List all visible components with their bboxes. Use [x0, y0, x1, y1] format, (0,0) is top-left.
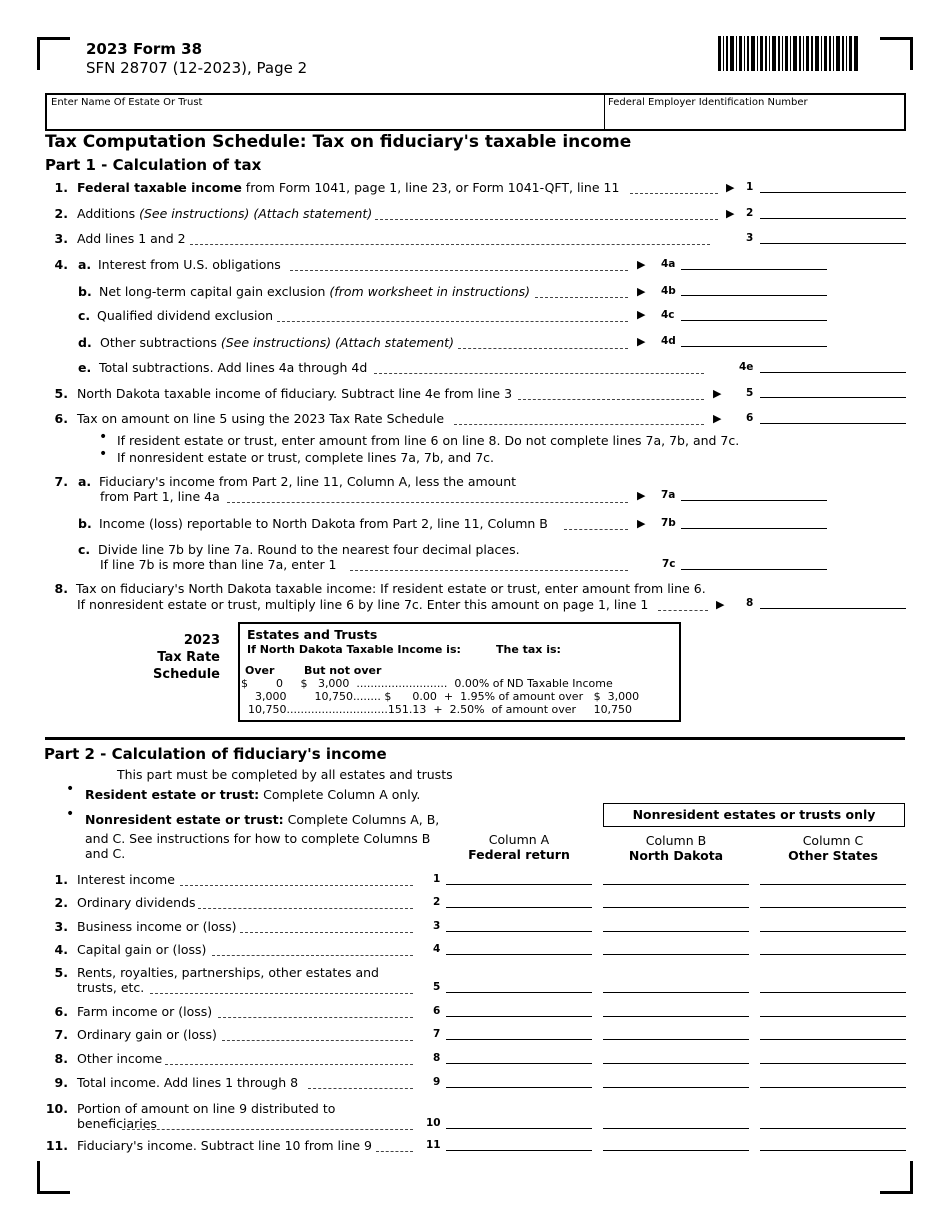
- line4a-letter: a.: [78, 257, 92, 272]
- part2-line-column-a-input[interactable]: [446, 1128, 592, 1129]
- line7a-letter: a.: [78, 474, 92, 489]
- part2-line-box-label: 10: [426, 1117, 441, 1129]
- line4d-label: Other subtractions (See instructions) (Attach statement): [100, 335, 454, 350]
- form-subtitle: SFN 28707 (12-2023), Page 2: [86, 59, 308, 77]
- line4a-label: Interest from U.S. obligations: [98, 257, 281, 272]
- line7c-box-label: 7c: [662, 558, 676, 570]
- line8-label-2: If nonresident estate or trust, multiply line 6 by line 7c. Enter this amount on page 1, line 1: [77, 597, 649, 612]
- line4b-label: Net long-term capital gain exclusion (from worksheet in instructions): [99, 284, 531, 299]
- line4c-label: Qualified dividend exclusion: [97, 308, 274, 323]
- part2-line-box-label: 4: [433, 943, 441, 955]
- line1-number: 1.: [54, 180, 68, 195]
- part2-line-label: Rents, royalties, partnerships, other estates and: [77, 965, 379, 980]
- line4b-input[interactable]: [681, 295, 827, 296]
- part2-line-box-label: 11: [426, 1139, 441, 1151]
- part2-line-label: Capital gain or (loss): [77, 942, 207, 957]
- part2-line-label: Ordinary dividends: [77, 895, 196, 910]
- part2-line-column-c-input[interactable]: [760, 1150, 906, 1151]
- line4e-letter: e.: [78, 360, 92, 375]
- part2-line-box-label: 6: [433, 1005, 441, 1017]
- bullet-icon: •: [99, 429, 108, 445]
- line7b-box-label: 7b: [661, 517, 676, 529]
- part2-line-column-c-input[interactable]: [760, 1016, 906, 1017]
- line4c-letter: c.: [78, 308, 91, 323]
- bullet-icon: •: [66, 806, 75, 822]
- line5-arrow-icon: ▶: [713, 387, 722, 400]
- part2-line-label: Other income: [77, 1051, 163, 1066]
- line8-box-label: 8: [746, 597, 754, 609]
- line4a-arrow-icon: ▶: [637, 258, 646, 271]
- form-title: 2023 Form 38: [86, 40, 203, 58]
- part2-line-column-b-input[interactable]: [603, 931, 749, 932]
- part2-line-column-c-input[interactable]: [760, 1087, 906, 1088]
- part2-bullet-resident: Resident estate or trust: Complete Column A only.: [85, 787, 421, 802]
- part2-line-box-label: 7: [433, 1028, 441, 1040]
- line7a-input[interactable]: [681, 500, 827, 501]
- part2-line-column-b-input[interactable]: [603, 1016, 749, 1017]
- line8-number: 8.: [54, 581, 68, 596]
- part2-line-column-a-input[interactable]: [446, 1087, 592, 1088]
- part2-line-column-b-input[interactable]: [603, 907, 749, 908]
- part2-line-label: Interest income: [77, 872, 175, 887]
- part2-line-number: 3.: [54, 919, 68, 934]
- part2-line-number: 6.: [54, 1004, 68, 1019]
- line6-number: 6.: [54, 411, 68, 426]
- line7a-label: Fiduciary's income from Part 2, line 11, Column A, less the amount: [99, 474, 517, 489]
- part2-line-column-c-input[interactable]: [760, 907, 906, 908]
- rate-schedule-row: $ 0 $ 3,000 .......................... 0.00% of ND Taxable Income: [241, 677, 613, 690]
- rate-schedule-title: Estates and Trusts: [247, 627, 378, 642]
- part2-line-column-a-input[interactable]: [446, 992, 592, 993]
- rate-schedule-not-over-label: But not over: [304, 664, 382, 677]
- line7c-label: Divide line 7b by line 7a. Round to the nearest four decimal places.: [98, 542, 520, 557]
- part2-line-number: 5.: [54, 965, 68, 980]
- line7a-label-2: from Part 1, line 4a: [100, 489, 220, 504]
- line1-label: Federal taxable income from Form 1041, page 1, line 23, or Form 1041-QFT, line 11: [77, 180, 620, 195]
- line4b-arrow-icon: ▶: [637, 285, 646, 298]
- part2-line-box-label: 1: [433, 873, 441, 885]
- line4c-input[interactable]: [681, 320, 827, 321]
- line7a-arrow-icon: ▶: [637, 489, 646, 502]
- line7b-letter: b.: [78, 516, 92, 531]
- part2-line-column-a-input[interactable]: [446, 907, 592, 908]
- part2-bullet-nonresident-3: and C.: [85, 846, 126, 861]
- bullet-nonresident-text: If nonresident estate or trust, complete lines 7a, 7b, and 7c.: [117, 450, 495, 465]
- line2-number: 2.: [54, 206, 68, 221]
- line5-number: 5.: [54, 386, 68, 401]
- part2-line-column-c-input[interactable]: [760, 992, 906, 993]
- schedule-title: Tax Computation Schedule: Tax on fiduciary's taxable income: [45, 132, 632, 152]
- part2-line-number: 11.: [45, 1138, 68, 1153]
- part2-line-column-b-input[interactable]: [603, 1039, 749, 1040]
- part2-line-column-c-input[interactable]: [760, 884, 906, 885]
- part2-line-label: Ordinary gain or (loss): [77, 1027, 217, 1042]
- part2-line-number: 4.: [54, 942, 68, 957]
- part2-line-label: Total income. Add lines 1 through 8: [77, 1075, 299, 1090]
- line4d-input[interactable]: [681, 346, 827, 347]
- line4d-letter: d.: [78, 335, 92, 350]
- part2-line-column-b-input[interactable]: [603, 1087, 749, 1088]
- line7a-box-label: 7a: [661, 489, 676, 501]
- line7c-input[interactable]: [681, 569, 827, 570]
- part2-line-label: Fiduciary's income. Subtract line 10 from line 9: [77, 1138, 373, 1153]
- line7b-arrow-icon: ▶: [637, 517, 646, 530]
- line7-number: 7.: [54, 474, 68, 489]
- line6-arrow-icon: ▶: [713, 412, 722, 425]
- estate-name-label: Enter Name Of Estate Or Trust: [51, 97, 203, 108]
- part1-heading: Part 1 - Calculation of tax: [45, 156, 262, 174]
- part2-line-column-c-input[interactable]: [760, 1063, 906, 1064]
- line5-input[interactable]: [760, 397, 906, 398]
- part2-line-column-c-input[interactable]: [760, 954, 906, 955]
- nonresident-only-box: Nonresident estates or trusts only: [603, 803, 905, 827]
- part2-line-column-a-input[interactable]: [446, 1150, 592, 1151]
- part2-line-column-a-input[interactable]: [446, 1039, 592, 1040]
- part2-line-column-a-input[interactable]: [446, 954, 592, 955]
- line2-label: Additions (See instructions) (Attach statement): [77, 206, 373, 221]
- line3-box-label: 3: [746, 232, 754, 244]
- line1-box-label: 1: [746, 181, 754, 193]
- rate-schedule-row: 10,750.............................151.13 + 2.50% of amount over 10,750: [241, 703, 633, 716]
- corner-mark-bottom-right: [880, 1161, 913, 1194]
- part2-line-number: 10.: [45, 1101, 68, 1116]
- column-b-header: Column B North Dakota: [628, 833, 724, 863]
- part2-line-column-a-input[interactable]: [446, 884, 592, 885]
- column-a-header: Column A Federal return: [468, 832, 570, 862]
- fein-label: Federal Employer Identification Number: [608, 97, 808, 108]
- line3-label: Add lines 1 and 2: [77, 231, 186, 246]
- line4e-input[interactable]: [760, 372, 906, 373]
- part2-line-label-2: beneficiaries: [77, 1116, 157, 1131]
- line2-box-label: 2: [746, 207, 754, 219]
- part2-line-column-c-input[interactable]: [760, 1039, 906, 1040]
- rate-schedule-over-label: Over: [245, 664, 275, 677]
- rate-schedule-label: 2023 Tax Rate Schedule: [153, 633, 220, 682]
- part2-line-number: 7.: [54, 1027, 68, 1042]
- line7c-letter: c.: [78, 542, 91, 557]
- line4e-box-label: 4e: [739, 361, 754, 373]
- line4-number: 4.: [54, 257, 68, 272]
- part2-bullet-nonresident: Nonresident estate or trust: Complete Columns A, B,: [85, 812, 440, 827]
- line4b-box-label: 4b: [661, 285, 676, 297]
- corner-mark-top-right: [880, 37, 913, 70]
- part2-line-column-c-input[interactable]: [760, 931, 906, 932]
- part2-line-label: Business income or (loss): [77, 919, 237, 934]
- part2-line-column-c-input[interactable]: [760, 1128, 906, 1129]
- part2-line-box-label: 8: [433, 1052, 441, 1064]
- line4a-input[interactable]: [681, 269, 827, 270]
- part2-line-column-b-input[interactable]: [603, 992, 749, 993]
- bullet-icon: •: [66, 781, 75, 797]
- corner-mark-top-left: [37, 37, 70, 70]
- line4d-arrow-icon: ▶: [637, 335, 646, 348]
- rate-schedule-tax-label: The tax is:: [496, 643, 561, 656]
- part2-line-number: 8.: [54, 1051, 68, 1066]
- line2-arrow-icon: ▶: [726, 207, 735, 220]
- section-divider: [45, 737, 905, 740]
- part2-line-column-b-input[interactable]: [603, 954, 749, 955]
- line1-input[interactable]: [760, 192, 906, 193]
- part2-line-number: 1.: [54, 872, 68, 887]
- part2-bullet-nonresident-2: and C. See instructions for how to complete Columns B: [85, 831, 431, 846]
- line1-arrow-icon: ▶: [726, 181, 735, 194]
- line7b-label: Income (loss) reportable to North Dakota from Part 2, line 11, Column B: [99, 516, 548, 531]
- rate-schedule-row: 3,000 10,750........ $ 0.00 + 1.95% of amount over $ 3,000: [241, 690, 640, 703]
- line3-input[interactable]: [760, 243, 906, 244]
- name-fein-box: [45, 93, 906, 131]
- part2-line-column-a-input[interactable]: [446, 1016, 592, 1017]
- part2-intro: This part must be completed by all estates and trusts: [117, 767, 453, 782]
- line8-arrow-icon: ▶: [716, 598, 725, 611]
- line4b-letter: b.: [78, 284, 92, 299]
- line4c-arrow-icon: ▶: [637, 308, 646, 321]
- part2-line-column-a-input[interactable]: [446, 931, 592, 932]
- line3-number: 3.: [54, 231, 68, 246]
- barcode: [718, 36, 858, 71]
- line6-input[interactable]: [760, 423, 906, 424]
- part2-line-label-2: trusts, etc.: [77, 980, 145, 995]
- part2-line-number: 9.: [54, 1075, 68, 1090]
- line6-box-label: 6: [746, 412, 754, 424]
- part2-line-column-b-input[interactable]: [603, 884, 749, 885]
- line4e-label: Total subtractions. Add lines 4a through 4d: [99, 360, 368, 375]
- part2-line-box-label: 9: [433, 1076, 441, 1088]
- rate-schedule-if-label: If North Dakota Taxable Income is:: [247, 643, 461, 656]
- line4c-box-label: 4c: [661, 309, 675, 321]
- line8-input[interactable]: [760, 608, 906, 609]
- corner-mark-bottom-left: [37, 1161, 70, 1194]
- part2-line-label: Portion of amount on line 9 distributed to: [77, 1101, 336, 1116]
- part2-line-column-b-input[interactable]: [603, 1063, 749, 1064]
- line4d-box-label: 4d: [661, 335, 676, 347]
- bullet-resident-text: If resident estate or trust, enter amount from line 6 on line 8. Do not complete lines 7a, 7b, and 7c.: [117, 433, 740, 448]
- part2-heading: Part 2 - Calculation of fiduciary's income: [44, 745, 387, 763]
- part2-line-box-label: 3: [433, 920, 441, 932]
- line6-label: Tax on amount on line 5 using the 2023 Tax Rate Schedule: [77, 411, 445, 426]
- line7c-label-2: If line 7b is more than line 7a, enter 1: [100, 557, 337, 572]
- part2-line-column-a-input[interactable]: [446, 1063, 592, 1064]
- column-c-header: Column C Other States: [788, 833, 878, 863]
- line5-label: North Dakota taxable income of fiduciary. Subtract line 4e from line 3: [77, 386, 513, 401]
- line8-label: Tax on fiduciary's North Dakota taxable income: If resident estate or trust, enter amount from line 6.: [76, 581, 706, 596]
- part2-line-label: Farm income or (loss): [77, 1004, 213, 1019]
- part2-line-box-label: 5: [433, 981, 441, 993]
- line7b-input[interactable]: [681, 528, 827, 529]
- part2-line-column-b-input[interactable]: [603, 1128, 749, 1129]
- fein-input[interactable]: [607, 109, 903, 129]
- part2-line-column-b-input[interactable]: [603, 1150, 749, 1151]
- bullet-icon: •: [99, 446, 108, 462]
- rate-schedule-box: [238, 622, 681, 722]
- line2-input[interactable]: [760, 218, 906, 219]
- part2-line-number: 2.: [54, 895, 68, 910]
- line5-box-label: 5: [746, 387, 754, 399]
- line4a-box-label: 4a: [661, 258, 676, 270]
- estate-name-input[interactable]: [47, 109, 602, 129]
- part2-line-box-label: 2: [433, 896, 441, 908]
